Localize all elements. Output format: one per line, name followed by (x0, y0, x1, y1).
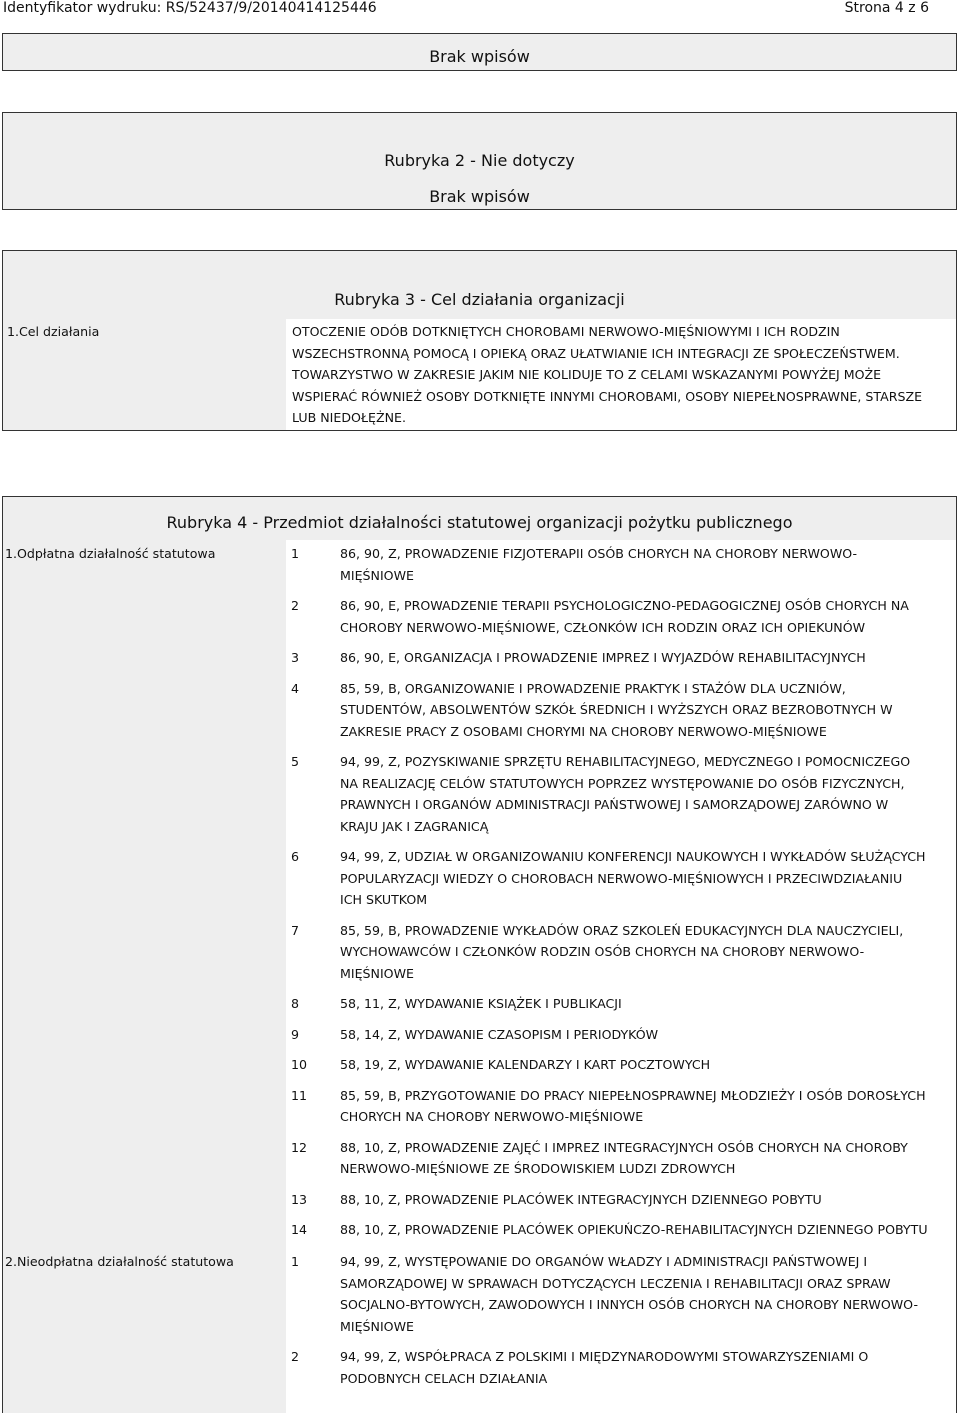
activity-description-line: MIĘŚNIOWE (340, 965, 414, 981)
activity-description-line: 88, 10, Z, PROWADZENIE ZAJĘĆ I IMPREZ INTEGRACYJNYCH OSÓB CHORYCH NA CHOROBY (340, 1139, 908, 1155)
activity-number: 1 (291, 546, 300, 561)
section-rubryka-3 (2, 250, 957, 431)
activity-number: 5 (291, 754, 300, 769)
activity-description-line: STUDENTÓW, ABSOLWENTÓW SZKÓŁ ŚREDNICH I WYŻSZYCH ORAZ BEZROBOTNYCH W (340, 702, 893, 717)
activity-number: 1 (291, 1254, 300, 1269)
activity-description-line: MIĘŚNIOWE (340, 567, 414, 583)
activity-description-line: 94, 99, Z, UDZIAŁ W ORGANIZOWANIU KONFERENCJI NAUKOWYCH I WYKŁADÓW SŁUŻĄCYCH (340, 849, 926, 864)
activity-description-line: ZAKRESIE PRACY Z OSOBAMI CHORYMI NA CHOROBY NERWOWO-MIĘŚNIOWE (340, 723, 827, 739)
no-entries-box (2, 33, 957, 71)
activity-description-line: 88, 10, Z, PROWADZENIE PLACÓWEK INTEGRACYJNYCH DZIENNEGO POBYTU (340, 1191, 822, 1207)
activity-number: 2 (291, 1349, 300, 1364)
goal-label: 1.Cel działania (7, 324, 100, 339)
no-entries-text: Brak wpisów (429, 187, 530, 206)
activity-description-line: CHORYCH NA CHOROBY NERWOWO-MIĘŚNIOWE (340, 1109, 644, 1124)
activity-number: 4 (291, 680, 300, 696)
section-title: Rubryka 3 - Cel działania organizacji (334, 290, 625, 309)
activity-number: 11 (291, 1087, 308, 1103)
print-id: Identyfikator wydruku: RS/52437/9/20140414125446 (3, 0, 377, 16)
section-rubryka-2 (2, 112, 957, 210)
activity-description-line: 58, 19, Z, WYDAWANIE KALENDARZY I KART POCZTOWYCH (340, 1057, 711, 1072)
activity-description-line: NERWOWO-MIĘŚNIOWE ZE ŚRODOWISKIEM LUDZI ZDROWYCH (340, 1161, 736, 1176)
activity-number: 10 (291, 1057, 308, 1072)
activity-number: 8 (291, 996, 300, 1011)
goal-line: WSPIERAĆ RÓWNIEŻ OSOBY DOTKNIĘTE INNYMI CHOROBAMI, OSOBY NIEPEŁNOSPRAWNE, STARSZE (292, 388, 923, 404)
activity-description-line: 94, 99, Z, WSPÓŁPRACA Z POLSKIMI I MIĘDZYNARODOWYMI STOWARZYSZENIAMI O (340, 1349, 869, 1364)
activity-description-line: 85, 59, B, ORGANIZOWANIE I PROWADZENIE PRAKTYK I STAŻÓW DLA UCZNIÓW, (340, 680, 846, 696)
activity-description-line: 86, 90, Z, PROWADZENIE FIZJOTERAPII OSÓB CHORYCH NA CHOROBY NERWOWO- (340, 546, 858, 561)
goal-line: OTOCZENIE ODÓB DOTKNIĘTYCH CHOROBAMI NERWOWO-MIĘŚNIOWYMI I ICH RODZIN (292, 324, 840, 339)
goal-text-cell (286, 319, 956, 430)
activity-description-line: PRAWNYCH I ORGANÓW ADMINISTRACJI PAŃSTWOWEJ I SAMORZĄDOWEJ ZARÓWNO W (340, 797, 889, 812)
activity-description-line: SAMORZĄDOWEJ W SPRAWACH DOTYCZĄCYCH LECZENIA I REHABILITACJI ORAZ SPRAW (340, 1275, 891, 1291)
activity-description-line: ICH SKUTKOM (340, 892, 428, 907)
unpaid-activity-label: 2.Nieodpłatna działalność statutowa (5, 1254, 234, 1269)
activity-description-line: 58, 14, Z, WYDAWANIE CZASOPISM I PERIODYKÓW (340, 1026, 659, 1042)
activity-description-line: KRAJU JAK I ZAGRANICĄ (340, 818, 489, 834)
goal-line: WSZECHSTRONNĄ POMOCĄ I OPIEKĄ ORAZ UŁATWIANIE ICH INTEGRACJI ZE SPOŁECZEŃSTWEM. (292, 345, 900, 361)
goal-text (286, 319, 956, 429)
section-title: Rubryka 2 - Nie dotyczy (384, 151, 575, 170)
activity-number: 13 (291, 1191, 308, 1207)
activity-description-line: WYCHOWAWCÓW I CZŁONKÓW RODZIN OSÓB CHORYCH NA CHOROBY NERWOWO- (340, 944, 865, 959)
no-entries-text: Brak wpisów (429, 47, 530, 66)
goal-line: LUB NIEDOŁĘŻNE. (292, 410, 406, 425)
activity-description-line: 85, 59, B, PROWADZENIE WYKŁADÓW ORAZ SZKOLEŃ EDUKACYJNYCH DLA NAUCZYCIELI, (340, 922, 904, 938)
print-header (0, 0, 960, 22)
activity-description-line: 86, 90, E, ORGANIZACJA I PROWADZENIE IMPREZ I WYJAZDÓW REHABILITACYJNYCH (340, 650, 866, 665)
paid-activity-label: 1.Odpłatna działalność statutowa (5, 546, 216, 561)
activity-description-line: NA REALIZACJĘ CELÓW STATUTOWYCH POPRZEZ WYSTĘPOWANIE DO OSÓB FIZYCZNYCH, (340, 775, 905, 791)
activity-number: 2 (291, 598, 300, 613)
activity-description-line: PODOBNYCH CELACH DZIAŁANIA (340, 1370, 548, 1386)
activity-number: 12 (291, 1139, 308, 1155)
activity-number: 14 (291, 1222, 308, 1237)
activity-number: 6 (291, 849, 300, 864)
activity-description-line: 94, 99, Z, WYSTĘPOWANIE DO ORGANÓW WŁADZY I ADMINISTRACJI PAŃSTWOWEJ I (340, 1254, 868, 1269)
activity-description-line: MIĘŚNIOWE (340, 1318, 414, 1334)
activity-description-line: POPULARYZACJI WIEDZY O CHOROBACH NERWOWO-MIĘŚNIOWYCH I PRZECIWDZIAŁANIU (340, 870, 903, 886)
activity-number: 3 (291, 650, 300, 665)
activity-description-line: SOCJALNO-BYTOWYCH, ZAWODOWYCH I INNYCH OSÓB CHORYCH NA CHOROBY NERWOWO- (340, 1297, 918, 1312)
page-number: Strona 4 z 6 (844, 0, 929, 16)
activity-description-line: 88, 10, Z, PROWADZENIE PLACÓWEK OPIEKUŃCZO-REHABILITACYJNYCH DZIENNEGO POBYTU (340, 1222, 928, 1237)
section-title: Rubryka 4 - Przedmiot działalności statutowej organizacji pożytku publicznego (166, 513, 793, 532)
goal-line: TOWARZYSTWO W ZAKRESIE JAKIM NIE KOLIDUJE TO Z CELAMI WSKAZANYMI POWYŻEJ MOŻE (292, 367, 882, 382)
activity-number: 9 (291, 1026, 300, 1042)
activity-description-line: 58, 11, Z, WYDAWANIE KSIĄŻEK I PUBLIKACJI (340, 996, 622, 1011)
activity-description-line: 86, 90, E, PROWADZENIE TERAPII PSYCHOLOGICZNO-PEDAGOGICZNEJ OSÓB CHORYCH NA (340, 598, 909, 613)
activity-number: 7 (291, 922, 300, 938)
activity-description-line: 94, 99, Z, POZYSKIWANIE SPRZĘTU REHABILITACYJNEGO, MEDYCZNEGO I POMOCNICZEGO (340, 754, 911, 769)
activity-description-line: CHOROBY NERWOWO-MIĘŚNIOWE, CZŁONKÓW ICH RODZIN ORAZ ICH OPIEKUNÓW (340, 619, 866, 635)
activity-description-line: 85, 59, B, PRZYGOTOWANIE DO PRACY NIEPEŁNOSPRAWNEJ MŁODZIEŻY I OSÓB DOROSŁYCH (340, 1087, 926, 1103)
